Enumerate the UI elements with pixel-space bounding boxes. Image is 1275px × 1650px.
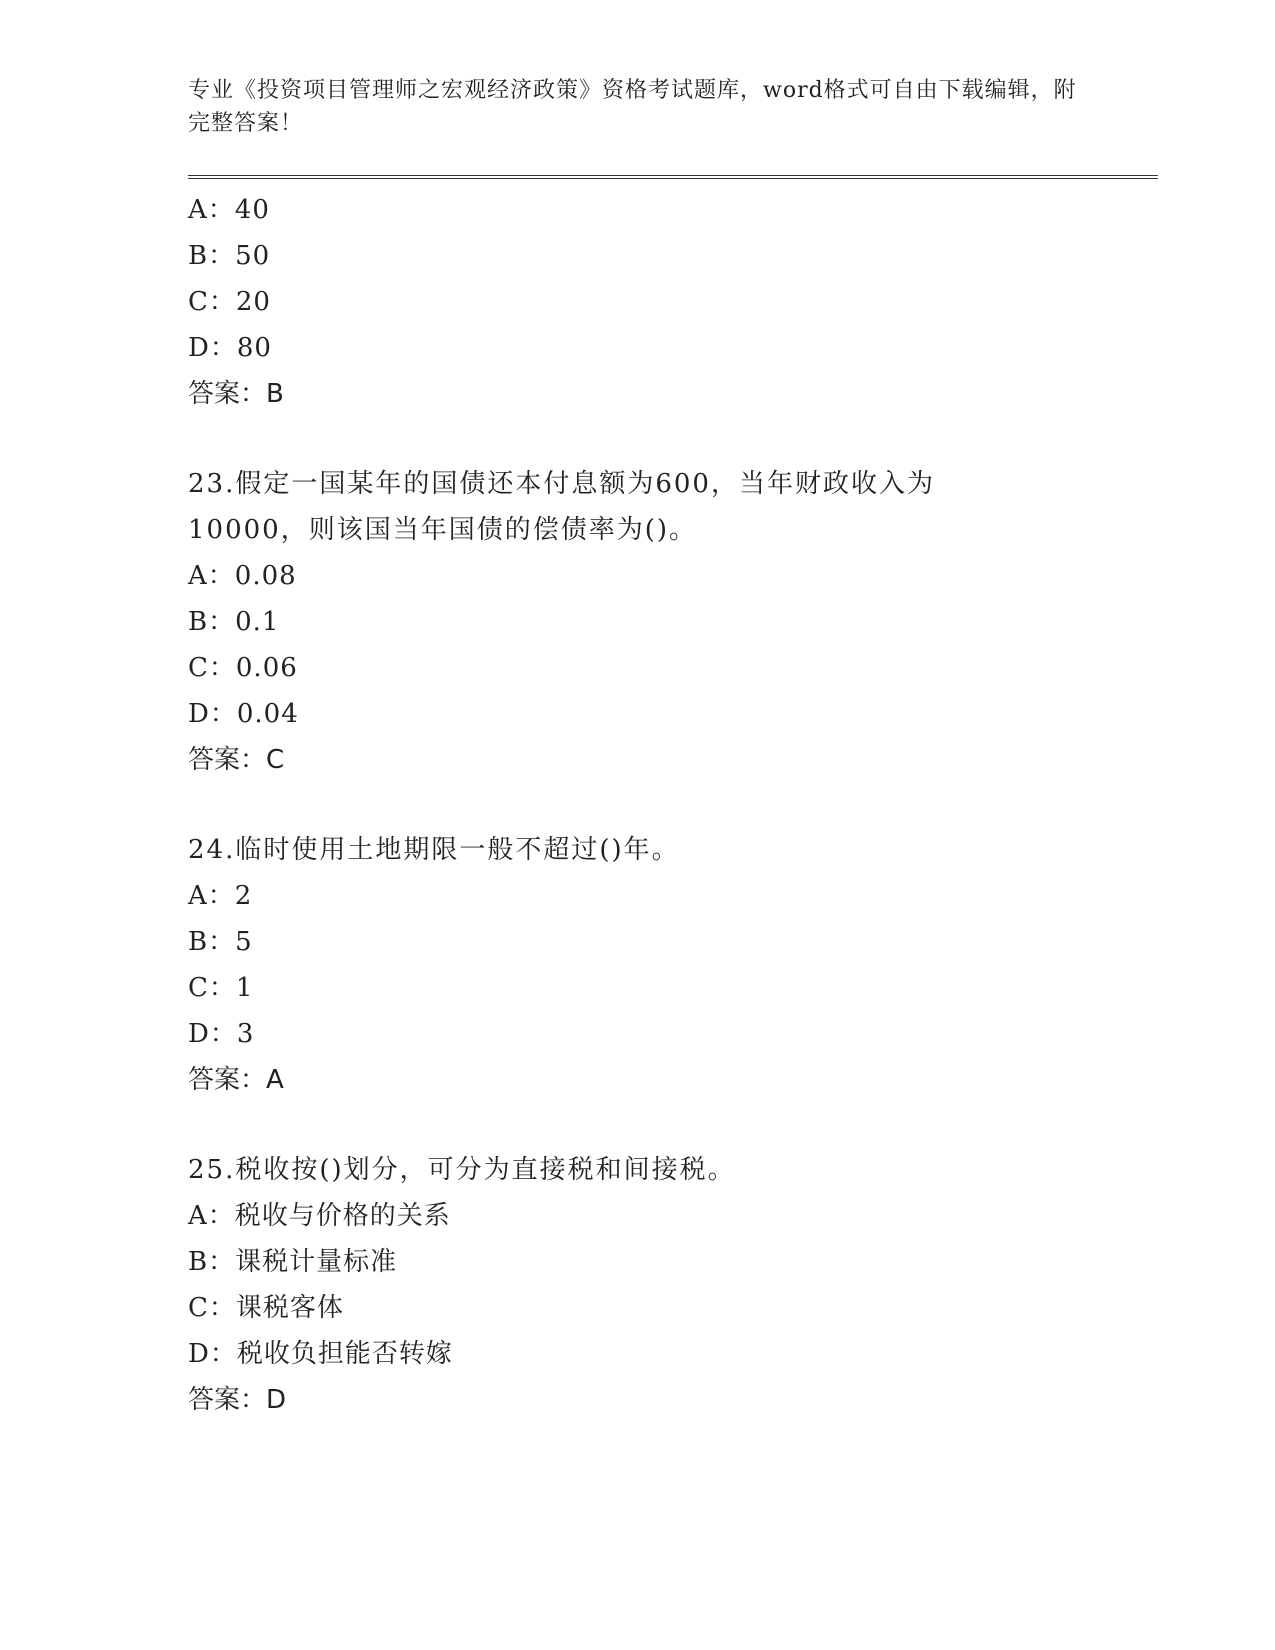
option-b: B：50 bbox=[188, 241, 271, 271]
option-a: A：税收与价格的关系 bbox=[188, 1201, 451, 1231]
option-c: C：0.06 bbox=[188, 653, 298, 683]
option-c: C：20 bbox=[188, 287, 271, 317]
answer-line: 答案：C bbox=[188, 745, 285, 775]
option-a: A：40 bbox=[188, 195, 270, 225]
option-c: C：1 bbox=[188, 973, 254, 1003]
option-b: B：0.1 bbox=[188, 607, 280, 637]
document-page bbox=[188, 74, 1158, 1423]
option-a: A：2 bbox=[188, 881, 253, 911]
option-d: D：税收负担能否转嫁 bbox=[188, 1339, 453, 1369]
header-divider bbox=[188, 175, 1158, 179]
answer-line: 答案：D bbox=[188, 1385, 287, 1415]
question-text: 25.税收按()划分，可分为直接税和间接税。 bbox=[188, 1155, 736, 1185]
answer-line: 答案：A bbox=[188, 1065, 284, 1095]
option-c: C：课税客体 bbox=[188, 1293, 344, 1323]
question-23-block bbox=[188, 461, 1158, 783]
option-d: D：80 bbox=[188, 333, 272, 363]
question-24-block bbox=[188, 827, 1158, 1103]
question-25-block bbox=[188, 1147, 1158, 1423]
option-a: A：0.08 bbox=[188, 561, 297, 591]
document-header: 专业《投资项目管理师之宏观经济政策》资格考试题库，word格式可自由下载编辑，附完整答案！ bbox=[188, 78, 1077, 136]
option-b: B：课税计量标准 bbox=[188, 1247, 398, 1277]
question-text: 24.临时使用土地期限一般不超过()年。 bbox=[188, 835, 680, 865]
option-d: D：3 bbox=[188, 1019, 255, 1049]
question-22-block bbox=[188, 187, 1158, 417]
option-d: D：0.04 bbox=[188, 699, 299, 729]
question-text: 23.假定一国某年的国债还本付息额为600，当年财政收入为10000，则该国当年国债的偿债率为()。 bbox=[188, 469, 935, 545]
option-b: B：5 bbox=[188, 927, 253, 957]
answer-line: 答案：B bbox=[188, 379, 284, 409]
